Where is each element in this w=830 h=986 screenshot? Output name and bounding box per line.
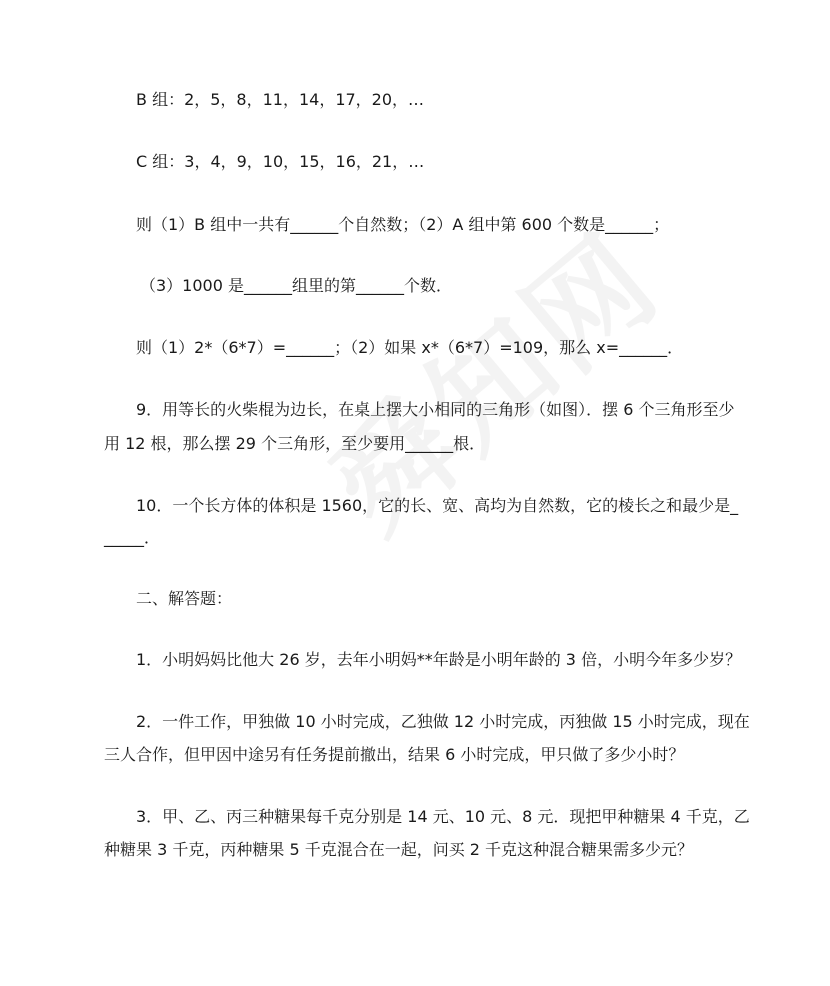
question-star-operation: 则（1）2*（6*7）=______；（2）如果 x*（6*7）=109，那么 x=______． — [136, 338, 684, 357]
question-groups-part1: 则（1）B 组中一共有______个自然数；（2）A 组中第 600 个数是______； — [136, 215, 670, 234]
solution-question-1: 1．小明妈妈比他大 26 岁，去年小明妈**年龄是小明年龄的 3 倍，小明今年多少岁？ — [136, 650, 742, 669]
solution-question-2-line2: 三人合作，但甲因中途另有任务提前撤出，结果 6 小时完成，甲只做了多少小时？ — [104, 745, 685, 764]
question-10-line2: _____． — [104, 528, 161, 547]
question-groups-part2: （3）1000 是______组里的第______个数． — [140, 276, 452, 295]
solution-question-3-line2: 种糖果 3 千克，丙种糖果 5 千克混合在一起，问买 2 千克这种混合糖果需多少元？ — [104, 840, 694, 859]
b-group-sequence: B 组：2，5，8，11，14，17，20，… — [136, 90, 425, 109]
solution-question-3-line1: 3．甲、乙、丙三种糖果每千克分别是 14 元、10 元、8 元．现把甲种糖果 4 千克，乙 — [136, 807, 750, 826]
question-9-line2: 用 12 根，那么摆 29 个三角形，至少要用______根． — [104, 434, 486, 453]
section-heading-solutions: 二、解答题： — [136, 589, 233, 608]
c-group-sequence: C 组：3，4，9，10，15，16，21，… — [136, 152, 425, 171]
question-9-line1: 9．用等长的火柴棍为边长，在桌上摆大小相同的三角形（如图）．摆 6 个三角形至少 — [136, 400, 735, 419]
question-10-line1: 10．一个长方体的体积是 1560，它的长、宽、高均为自然数，它的棱长之和最少是_ — [136, 496, 739, 515]
solution-question-2-line1: 2．一件工作，甲独做 10 小时完成，乙独做 12 小时完成，丙独做 15 小时完成，现在 — [136, 712, 750, 731]
